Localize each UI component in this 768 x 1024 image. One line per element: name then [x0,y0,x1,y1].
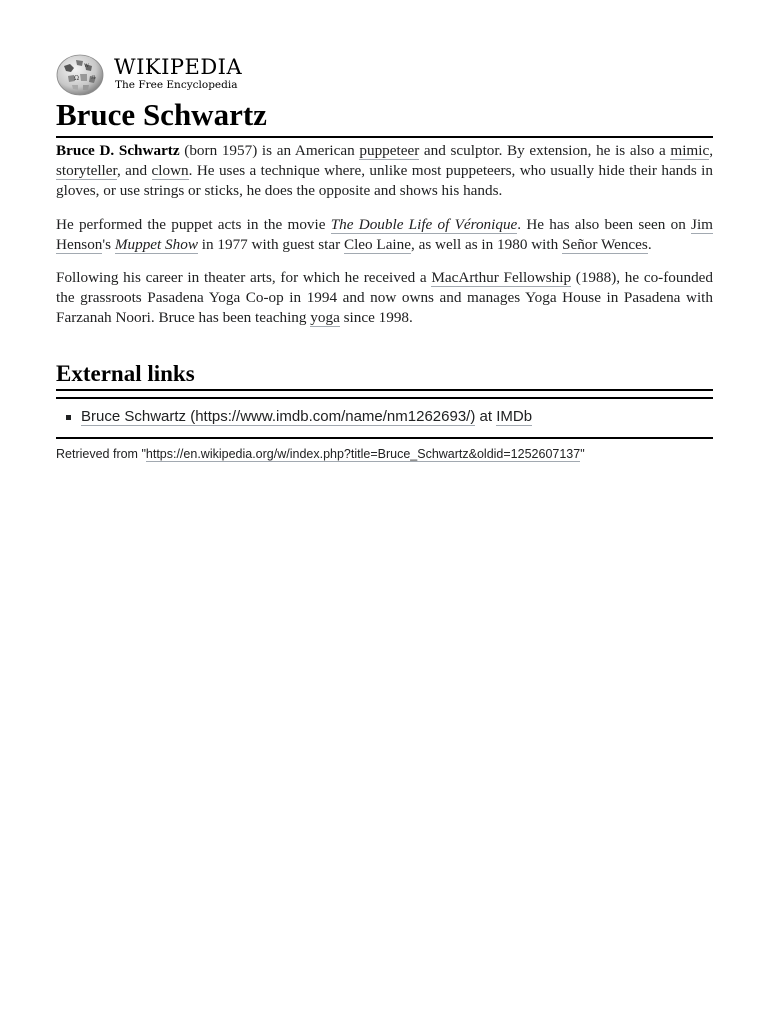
paragraph-text: He performed the puppet acts in the movie [56,215,331,233]
paragraph-text: (born 1957) is an American [179,142,360,159]
svg-text:Ω: Ω [74,75,79,82]
paragraph-text: since 1998. [339,309,413,326]
article-link[interactable]: Cleo Laine [343,235,411,253]
link-connector-text: at [475,408,497,425]
article-link[interactable]: yoga [310,309,340,326]
page-title: Bruce Schwartz [56,96,713,138]
section-heading-external-links: External links [56,360,713,391]
svg-text:W: W [84,63,90,69]
paragraph-3 [56,268,713,328]
paragraph-text: (1988), he co-founded the grassroots Pasadena Yoga Co-op in 1994 and now owns and manages Yoga House in Pasadena with Farzanah Noori. Bruce has been teaching [56,269,714,326]
retrieved-suffix: " [580,447,585,461]
svg-text:Л: Л [91,75,96,81]
paragraph-text: . [647,235,652,253]
retrieved-prefix: Retrieved from " [56,447,146,461]
article-link[interactable]: MacArthur Fellowship [431,269,572,286]
wikipedia-wordmark: WIKIPEDIA [114,55,243,79]
paragraph-text: . He uses a technique where, unlike most puppeteers, who usually hide their hands in gloves, or use strings or sticks, he does the opposite and shows his hands. [56,162,713,199]
bullet-icon [66,415,71,420]
paragraph-1 [56,141,713,201]
article-link[interactable]: puppeteer [359,142,420,159]
list-item [56,406,713,428]
paragraph-text: , as well as in 1980 with [411,235,563,253]
paragraph-text: 's [102,235,115,253]
article-link[interactable]: The Double Life of Véronique [330,215,518,233]
imdb-site-link[interactable]: IMDb [496,408,533,425]
paragraph-text: in 1977 with guest star [197,235,344,253]
paragraph-2 [56,215,713,255]
article-link[interactable]: mimic [670,142,710,159]
article-link[interactable]: Señor Wences [562,235,648,253]
article-link[interactable]: Muppet Show [114,235,198,253]
wikipedia-globe-icon [56,54,104,96]
wikipedia-tagline: The Free Encyclopedia [115,79,238,91]
article-body [56,141,713,342]
wikipedia-logo[interactable] [56,54,256,96]
retrieved-from-notice [56,446,713,463]
paragraph-text: Following his career in theater arts, for which he received a [56,269,432,286]
section-divider [56,397,713,399]
external-links-list [56,406,713,428]
paragraph-text: , and [116,162,152,179]
article-link[interactable]: storyteller [56,162,117,179]
article-link[interactable]: clown [151,162,189,179]
imdb-profile-link[interactable]: Bruce Schwartz (https://www.imdb.com/name/nm1262693/) [81,408,476,425]
paragraph-text: . He has also been seen on [517,215,692,233]
paragraph-text: , [709,142,713,159]
subject-name: Bruce D. Schwartz [56,142,180,159]
article-link[interactable]: Jim Henson [56,215,713,253]
permanent-link[interactable]: https://en.wikipedia.org/w/index.php?title=Bruce_Schwartz&oldid=1252607137 [145,447,581,461]
footer-divider [56,437,713,439]
paragraph-text: and sculptor. By extension, he is also a [419,142,671,159]
